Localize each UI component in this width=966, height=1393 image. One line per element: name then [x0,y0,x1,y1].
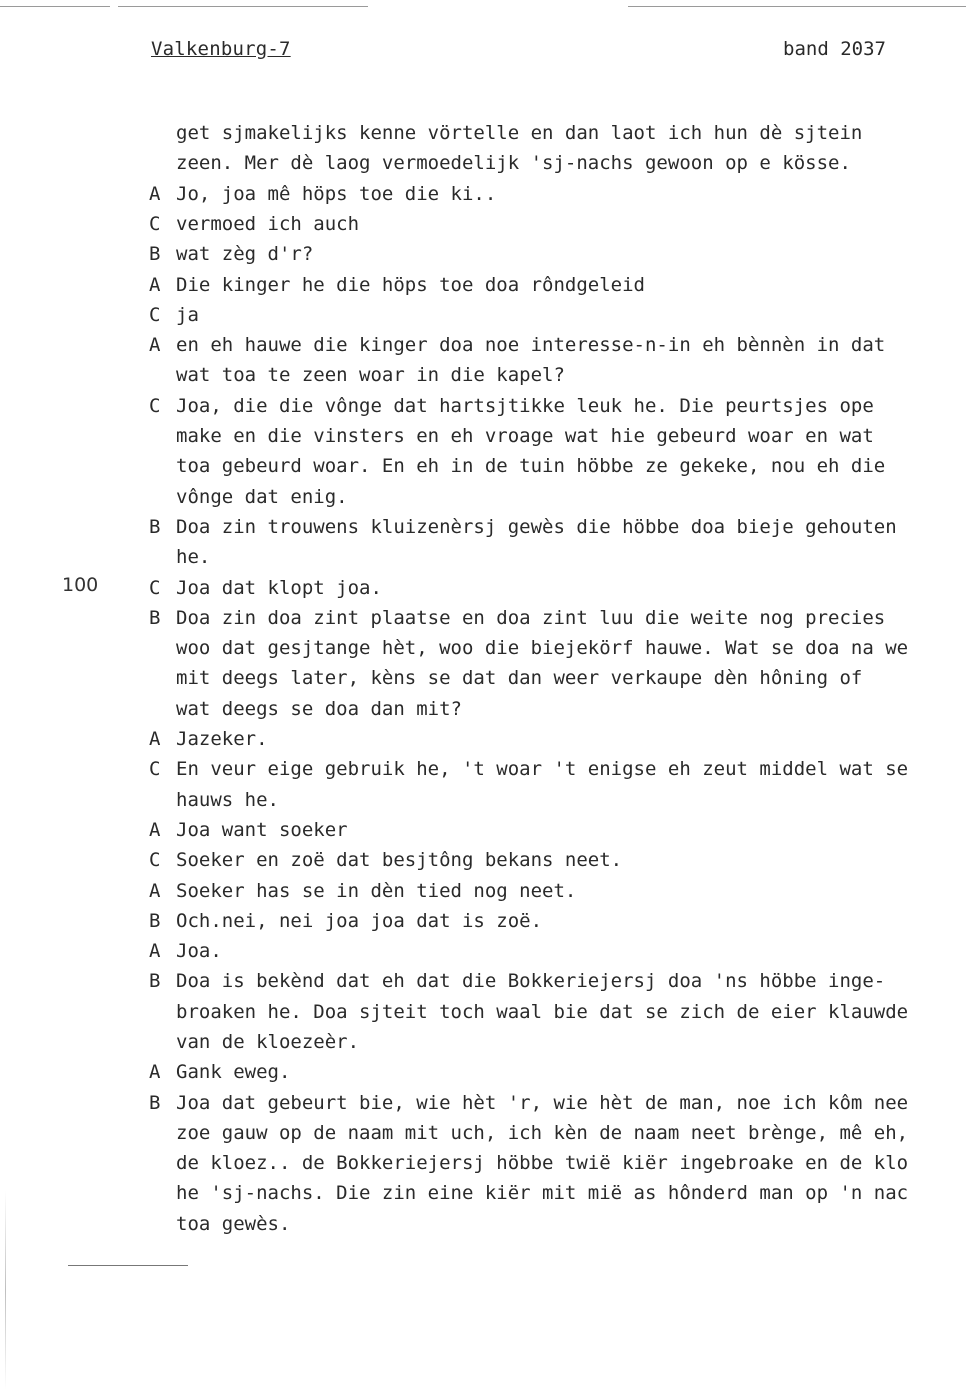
speaker-label: A [149,334,161,357]
utterance-text [176,239,966,269]
utterance-text [176,724,966,754]
line-counter: 100 [62,574,99,596]
speaker-label: C [149,849,161,872]
utterance-text [176,391,966,512]
utterance-line: Joa, die die vônge dat hartsjtikke leuk he. Die peurtsjes ope [176,394,874,417]
utterance-text [176,270,966,300]
utterance-line: toa gebeurd woar. En eh in de tuin höbbe ze gekeke, nou eh die [176,455,886,478]
document-title: Valkenburg-7 [151,38,291,60]
utterance-text [176,936,966,966]
utterance-line: En veur eige gebruik he, 't woar 't enigse eh zeut middel wat se [176,758,909,781]
utterance-text [176,512,966,573]
utterance-line: van de kloezeèr. [176,1030,360,1053]
utterance-line: hauws he. [176,788,279,811]
top-edge-segment [118,6,368,7]
utterance-line: Soeker has se in dèn tied nog neet. [176,879,577,902]
utterance-text [176,845,966,875]
utterance-line: zeen. Mer dè laog vermoedelijk 'sj-nachs gewoon op e kösse. [176,152,851,175]
utterance-line: en eh hauwe die kinger doa noe interesse-n-in eh bènnèn in dat [176,334,886,357]
speaker-label: C [149,758,161,781]
utterance-line: make en die vinsters en eh vroage wat hie gebeurd woar en wat [176,424,874,447]
utterance-text [176,300,966,330]
speaker-label: B [149,243,161,266]
speaker-label: B [149,1091,161,1114]
footer-rule [68,1265,188,1266]
utterance-line: he 'sj-nachs. Die zin eine kiër mit mië as hônderd man op 'n nac [176,1182,909,1205]
utterance-line: zoe gauw op de naam mit uch, ich kèn de naam neet brènge, mê eh, [176,1121,909,1144]
utterance-text [176,118,966,179]
speaker-label: A [149,1061,161,1084]
speaker-label: C [149,303,161,326]
speaker-label: A [149,818,161,841]
utterance-line: Soeker en zoë dat besjtông bekans neet. [176,849,623,872]
page-left-edge [5,1190,6,1390]
utterance-line: he. [176,546,211,569]
speaker-label: B [149,515,161,538]
page-top-edge [0,6,966,8]
utterance-line: get sjmakelijks kenne vörtelle en dan laot ich hun dè sjtein [176,122,863,144]
speaker-label: C [149,576,161,599]
speaker-label: A [149,728,161,750]
utterance-line: ja [176,303,199,326]
utterance-line: de kloez.. de Bokkeriejersj höbbe twië kiër ingebroake en de klo [176,1152,909,1175]
speaker-label: A [149,879,161,902]
speaker-label: A [149,273,161,296]
utterance-line: broaken he. Doa sjteit toch waal bie dat se zich de eier klauwde [176,1000,909,1023]
utterance-line: Jo, joa mê höps toe die ki.. [176,182,497,205]
utterance-text [176,906,966,936]
utterance-line: wat toa te zeen woar in die kapel? [176,364,565,387]
utterance-text [176,876,966,906]
utterance-text [176,966,966,1057]
utterance-line: Joa want soeker [176,818,348,841]
utterance-text [176,573,966,603]
utterance-line: vermoed ich auch [176,212,360,235]
utterance-line: Joa. [176,940,222,963]
utterance-text [176,1057,966,1087]
speaker-label: C [149,394,161,417]
utterance-text [176,209,966,239]
speaker-label: C [149,212,161,235]
utterance-line: toa gewès. [176,1212,291,1235]
tape-number: band 2037 [783,38,886,60]
utterance-line: Doa zin doa zint plaatse en doa zint luu die weite nog precies [176,606,886,629]
utterance-line: Joa dat gebeurt bie, wie hèt 'r, wie hèt de man, noe ich kôm nee [176,1091,909,1114]
utterance-text [176,815,966,845]
utterance-line: Och.nei, nei joa joa dat is zoë. [176,909,543,932]
speaker-label: A [149,940,161,963]
utterance-line: wat deegs se doa dan mit? [176,697,462,720]
utterance-line: Doa is bekènd dat eh dat die Bokkeriejersj doa 'ns höbbe inge- [176,970,886,993]
utterance-line: mit deegs later, kèns se dat dan weer verkaupe dèn hôning of [176,667,863,690]
utterance-line: Joa dat klopt joa. [176,576,382,599]
utterance-line: Doa zin trouwens kluizenèrsj gewès die höbbe doa bieje gehouten [176,515,897,538]
utterance-text [176,179,966,209]
utterance-line: woo dat gesjtange hèt, woo die biejekörf hauwe. Wat se doa na we [176,637,909,660]
utterance-line: Gank eweg. [176,1061,291,1084]
speaker-label: B [149,909,161,932]
utterance-text [176,330,966,391]
speaker-label: A [149,182,161,205]
top-edge-segment [0,6,110,7]
utterance-text [176,603,966,724]
utterance-line: Jazeker. [176,728,268,750]
speaker-label: B [149,606,161,629]
top-edge-segment [628,6,966,7]
utterance-text [176,1088,966,1239]
utterance-line: Die kinger he die höps toe doa rôndgeleid [176,273,645,296]
speaker-label: B [149,970,161,993]
utterance-line: wat zèg d'r? [176,243,314,266]
utterance-text [176,754,966,815]
utterance-line: vônge dat enig. [176,485,348,508]
